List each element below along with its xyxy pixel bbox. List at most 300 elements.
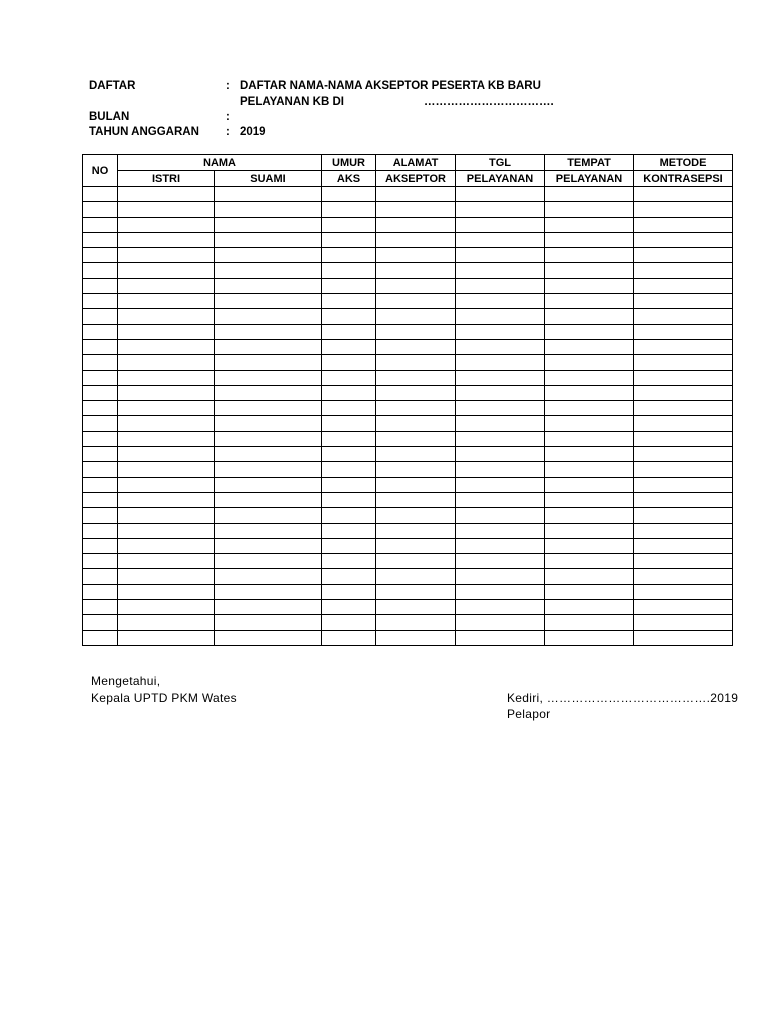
table-cell — [322, 492, 376, 507]
table-cell — [215, 294, 322, 309]
table-cell — [322, 370, 376, 385]
table-cell — [322, 508, 376, 523]
table-cell — [545, 508, 634, 523]
table-cell — [118, 477, 215, 492]
table-cell — [322, 554, 376, 569]
table-cell — [545, 370, 634, 385]
table-cell — [83, 630, 118, 645]
table-cell — [215, 385, 322, 400]
table-row — [83, 217, 733, 232]
table-cell — [118, 355, 215, 370]
table-cell — [376, 431, 456, 446]
col-kontrasepsi-header: KONTRASEPSI — [634, 171, 733, 187]
table-cell — [545, 385, 634, 400]
table-cell — [118, 462, 215, 477]
table-cell — [322, 355, 376, 370]
table-cell — [545, 278, 634, 293]
table-cell — [322, 232, 376, 247]
table-row — [83, 431, 733, 446]
table-cell — [456, 508, 545, 523]
table-cell — [456, 309, 545, 324]
table-cell — [83, 477, 118, 492]
table-cell — [634, 385, 733, 400]
table-cell — [634, 569, 733, 584]
table-row — [83, 355, 733, 370]
table-cell — [215, 569, 322, 584]
table-cell — [118, 416, 215, 431]
table-cell — [215, 630, 322, 645]
table-cell — [456, 523, 545, 538]
table-cell — [545, 554, 634, 569]
table-cell — [456, 447, 545, 462]
table-cell — [545, 263, 634, 278]
table-row — [83, 294, 733, 309]
mengetahui-text: Mengetahui, — [91, 674, 161, 688]
table-cell — [376, 462, 456, 477]
table-cell — [118, 401, 215, 416]
table-cell — [545, 416, 634, 431]
table-cell — [376, 232, 456, 247]
table-row — [83, 492, 733, 507]
table-cell — [118, 431, 215, 446]
table-cell — [83, 492, 118, 507]
table-cell — [545, 202, 634, 217]
table-cell — [215, 324, 322, 339]
bulan-label: BULAN — [89, 111, 130, 123]
table-cell — [376, 477, 456, 492]
table-cell — [456, 248, 545, 263]
table-cell — [215, 477, 322, 492]
table-cell — [376, 294, 456, 309]
table-cell — [456, 584, 545, 599]
col-metode-header: METODE — [634, 155, 733, 171]
daftar-colon: : — [226, 80, 230, 92]
table-cell — [634, 508, 733, 523]
table-cell — [215, 447, 322, 462]
table-cell — [322, 630, 376, 645]
table-cell — [83, 232, 118, 247]
daftar-label: DAFTAR — [89, 80, 136, 92]
table-cell — [376, 187, 456, 202]
table-cell — [456, 263, 545, 278]
kediri-date-text: Kediri, ………………………………….2019 — [507, 691, 739, 705]
table-cell — [456, 355, 545, 370]
table-cell — [322, 523, 376, 538]
pelayanan-location-blank: ……………………………. — [424, 96, 554, 108]
table-cell — [634, 630, 733, 645]
table-row — [83, 202, 733, 217]
table-row — [83, 385, 733, 400]
table-cell — [456, 385, 545, 400]
table-cell — [634, 447, 733, 462]
table-cell — [456, 416, 545, 431]
table-cell — [634, 232, 733, 247]
table-cell — [376, 202, 456, 217]
col-istri-header: ISTRI — [118, 171, 215, 187]
table-cell — [215, 355, 322, 370]
table-cell — [376, 554, 456, 569]
table-cell — [634, 416, 733, 431]
table-cell — [118, 370, 215, 385]
table-cell — [376, 630, 456, 645]
table-cell — [376, 278, 456, 293]
table-cell — [545, 232, 634, 247]
table-row — [83, 309, 733, 324]
table-cell — [456, 615, 545, 630]
table-cell — [545, 431, 634, 446]
table-cell — [215, 248, 322, 263]
kepala-text: Kepala UPTD PKM Wates — [91, 691, 237, 705]
table-cell — [83, 385, 118, 400]
table-cell — [456, 324, 545, 339]
daftar-title: DAFTAR NAMA-NAMA AKSEPTOR PESERTA KB BARU — [240, 80, 541, 92]
table-cell — [634, 554, 733, 569]
table-cell — [118, 202, 215, 217]
table-cell — [545, 584, 634, 599]
table-cell — [456, 492, 545, 507]
table-cell — [118, 324, 215, 339]
table-cell — [83, 355, 118, 370]
table-cell — [634, 187, 733, 202]
table-cell — [83, 294, 118, 309]
table-cell — [545, 309, 634, 324]
table-cell — [83, 401, 118, 416]
table-cell — [376, 615, 456, 630]
col-aks-header: AKS — [322, 171, 376, 187]
table-cell — [376, 309, 456, 324]
table-cell — [118, 492, 215, 507]
col-suami-header: SUAMI — [215, 171, 322, 187]
table-cell — [83, 431, 118, 446]
table-cell — [376, 508, 456, 523]
table-cell — [322, 248, 376, 263]
table-cell — [118, 309, 215, 324]
table-cell — [215, 370, 322, 385]
col-umur-header: UMUR — [322, 155, 376, 171]
table-row — [83, 339, 733, 354]
table-cell — [634, 248, 733, 263]
table-row — [83, 278, 733, 293]
bulan-colon: : — [226, 111, 230, 123]
table-cell — [545, 324, 634, 339]
table-cell — [376, 355, 456, 370]
table-cell — [83, 263, 118, 278]
table-cell — [634, 217, 733, 232]
table-cell — [118, 187, 215, 202]
table-cell — [634, 278, 733, 293]
table-row — [83, 263, 733, 278]
table-cell — [376, 248, 456, 263]
table-cell — [322, 615, 376, 630]
table-cell — [118, 615, 215, 630]
table-cell — [545, 523, 634, 538]
table-cell — [83, 615, 118, 630]
table-cell — [634, 355, 733, 370]
table-cell — [322, 401, 376, 416]
table-cell — [118, 538, 215, 553]
table-cell — [215, 278, 322, 293]
table-cell — [456, 630, 545, 645]
table-cell — [634, 462, 733, 477]
table-cell — [118, 263, 215, 278]
table-cell — [215, 508, 322, 523]
table-row — [83, 401, 733, 416]
table-cell — [634, 370, 733, 385]
table-cell — [83, 309, 118, 324]
table-cell — [322, 294, 376, 309]
table-cell — [322, 339, 376, 354]
table-cell — [118, 278, 215, 293]
table-cell — [215, 401, 322, 416]
table-cell — [456, 401, 545, 416]
table-cell — [83, 523, 118, 538]
table-row — [83, 523, 733, 538]
table-cell — [376, 263, 456, 278]
table-cell — [322, 569, 376, 584]
table-row — [83, 477, 733, 492]
table-row — [83, 569, 733, 584]
akseptor-table — [82, 154, 733, 646]
table-cell — [634, 600, 733, 615]
table-cell — [545, 248, 634, 263]
table-cell — [456, 187, 545, 202]
col-nama-header: NAMA — [118, 155, 322, 171]
table-cell — [118, 600, 215, 615]
col-tgl-header: TGL — [456, 155, 545, 171]
table-row — [83, 630, 733, 645]
table-cell — [456, 477, 545, 492]
table-cell — [322, 477, 376, 492]
table-cell — [322, 263, 376, 278]
table-row — [83, 370, 733, 385]
table-cell — [322, 309, 376, 324]
table-cell — [545, 217, 634, 232]
col-no-header: NO — [83, 155, 118, 187]
table-cell — [83, 339, 118, 354]
table-cell — [545, 462, 634, 477]
tahun-value: 2019 — [240, 126, 266, 138]
table-cell — [322, 187, 376, 202]
table-cell — [456, 202, 545, 217]
table-cell — [215, 615, 322, 630]
table-cell — [83, 462, 118, 477]
table-cell — [376, 447, 456, 462]
table-cell — [83, 370, 118, 385]
table-cell — [456, 600, 545, 615]
table-cell — [376, 523, 456, 538]
table-cell — [545, 569, 634, 584]
table-cell — [634, 538, 733, 553]
table-cell — [456, 339, 545, 354]
col-alamat-header: ALAMAT — [376, 155, 456, 171]
table-cell — [456, 217, 545, 232]
table-cell — [83, 217, 118, 232]
table-cell — [322, 538, 376, 553]
table-cell — [118, 523, 215, 538]
table-cell — [83, 600, 118, 615]
table-cell — [118, 294, 215, 309]
table-cell — [215, 416, 322, 431]
table-row — [83, 462, 733, 477]
table-cell — [322, 462, 376, 477]
table-row — [83, 416, 733, 431]
table-cell — [322, 584, 376, 599]
table-cell — [545, 355, 634, 370]
table-cell — [83, 447, 118, 462]
table-cell — [83, 416, 118, 431]
table-cell — [456, 569, 545, 584]
table-cell — [634, 584, 733, 599]
table-cell — [376, 416, 456, 431]
table-cell — [83, 278, 118, 293]
table-cell — [376, 339, 456, 354]
table-cell — [118, 385, 215, 400]
table-cell — [456, 294, 545, 309]
table-cell — [215, 232, 322, 247]
table-row — [83, 600, 733, 615]
table-cell — [118, 248, 215, 263]
table-cell — [545, 187, 634, 202]
table-cell — [118, 447, 215, 462]
table-cell — [118, 217, 215, 232]
table-cell — [634, 615, 733, 630]
table-cell — [634, 309, 733, 324]
table-cell — [322, 447, 376, 462]
table-cell — [545, 447, 634, 462]
table-cell — [322, 600, 376, 615]
col-akseptor-header: AKSEPTOR — [376, 171, 456, 187]
table-row — [83, 538, 733, 553]
table-cell — [634, 324, 733, 339]
col-tempat-header: TEMPAT — [545, 155, 634, 171]
table-cell — [634, 263, 733, 278]
table-cell — [545, 600, 634, 615]
table-cell — [322, 324, 376, 339]
table-cell — [376, 492, 456, 507]
col-tempat-pelayanan-header: PELAYANAN — [545, 171, 634, 187]
table-cell — [118, 569, 215, 584]
table-cell — [634, 202, 733, 217]
table-cell — [118, 584, 215, 599]
table-cell — [83, 324, 118, 339]
table-cell — [376, 569, 456, 584]
tahun-colon: : — [226, 126, 230, 138]
table-cell — [215, 339, 322, 354]
table-row — [83, 248, 733, 263]
table-row — [83, 187, 733, 202]
table-cell — [118, 232, 215, 247]
table-cell — [215, 263, 322, 278]
table-cell — [118, 630, 215, 645]
table-cell — [376, 538, 456, 553]
table-header — [83, 155, 733, 187]
tahun-label: TAHUN ANGGARAN — [89, 126, 199, 138]
table-cell — [83, 538, 118, 553]
table-cell — [456, 370, 545, 385]
table-cell — [118, 508, 215, 523]
table-cell — [322, 416, 376, 431]
table-cell — [376, 324, 456, 339]
table-cell — [545, 630, 634, 645]
table-cell — [545, 538, 634, 553]
table-cell — [322, 202, 376, 217]
table-cell — [456, 431, 545, 446]
table-cell — [376, 584, 456, 599]
table-cell — [456, 538, 545, 553]
table-cell — [215, 554, 322, 569]
table-cell — [634, 294, 733, 309]
table-cell — [83, 569, 118, 584]
table-cell — [322, 278, 376, 293]
table-cell — [215, 217, 322, 232]
table-cell — [545, 401, 634, 416]
table-cell — [545, 477, 634, 492]
table-cell — [376, 385, 456, 400]
table-row — [83, 447, 733, 462]
table-cell — [83, 187, 118, 202]
pelayanan-label: PELAYANAN KB DI — [240, 96, 344, 108]
table-cell — [545, 615, 634, 630]
table-cell — [322, 385, 376, 400]
table-row — [83, 508, 733, 523]
table-cell — [376, 401, 456, 416]
table-cell — [376, 600, 456, 615]
table-cell — [545, 339, 634, 354]
table-cell — [322, 431, 376, 446]
table-cell — [634, 477, 733, 492]
table-cell — [83, 508, 118, 523]
table-cell — [215, 202, 322, 217]
table-cell — [376, 370, 456, 385]
table-cell — [215, 538, 322, 553]
col-pelayanan-header: PELAYANAN — [456, 171, 545, 187]
table-row — [83, 554, 733, 569]
table-cell — [456, 232, 545, 247]
table-cell — [215, 431, 322, 446]
table-row — [83, 615, 733, 630]
table-cell — [215, 187, 322, 202]
table-cell — [118, 554, 215, 569]
table-body — [83, 187, 733, 646]
table-cell — [83, 554, 118, 569]
table-cell — [215, 584, 322, 599]
table-cell — [456, 554, 545, 569]
table-cell — [83, 584, 118, 599]
table-cell — [376, 217, 456, 232]
table-cell — [215, 600, 322, 615]
table-cell — [545, 492, 634, 507]
table-cell — [634, 523, 733, 538]
table-cell — [83, 248, 118, 263]
table-cell — [456, 278, 545, 293]
table-cell — [456, 462, 545, 477]
table-cell — [83, 202, 118, 217]
table-cell — [215, 309, 322, 324]
table-cell — [634, 492, 733, 507]
table-cell — [634, 431, 733, 446]
table-row — [83, 232, 733, 247]
table-cell — [215, 462, 322, 477]
table-cell — [215, 523, 322, 538]
pelapor-text: Pelapor — [507, 707, 551, 721]
table-cell — [634, 401, 733, 416]
table-cell — [545, 294, 634, 309]
table-cell — [118, 339, 215, 354]
table-cell — [215, 492, 322, 507]
table-row — [83, 324, 733, 339]
table-row — [83, 584, 733, 599]
table-cell — [634, 339, 733, 354]
